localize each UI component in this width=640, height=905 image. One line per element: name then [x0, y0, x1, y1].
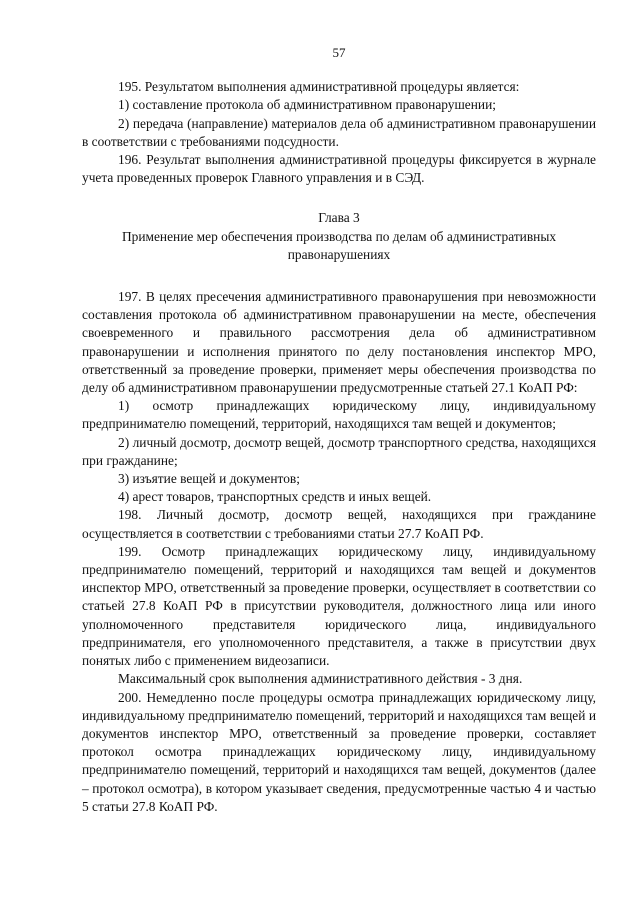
document-page: [82, 44, 596, 816]
paragraph-199: 199. Осмотр принадлежащих юридическому лицу, индивидуальному предпринимателю помещений, территорий и находящихся там вещей и документов инспектор МРО, ответственный за проведение проверки, осуществляет в соответствии со статьей 27.8 КоАП РФ в присутствии руководителя, должностного лица или иного уполномоченного представителя юридического лица, индивидуального предпринимателя, его уполномоченного представителя, а также в присутствии двух понятых либо с применением видеозаписи.: [82, 543, 596, 669]
paragraph-195-item-2: 2) передача (направление) материалов дела об административном правонарушении в соответствии с требованиями подсудности.: [82, 115, 596, 149]
paragraph-195: 195. Результатом выполнения административной процедуры является:: [118, 79, 520, 95]
paragraph-198: 198. Личный досмотр, досмотр вещей, находящихся при гражданине осуществляется в соответствии с требованиями статьи 27.7 КоАП РФ.: [82, 507, 596, 541]
chapter-number: Глава 3: [318, 210, 360, 226]
paragraph-200: 200. Немедленно после процедуры осмотра принадлежащих юридическому лицу, индивидуальному предпринимателю помещений, территорий и находящихся там вещей и документов инспектор МРО, ответственный за проведение проверки, составляет протокол осмотра принадлежащих юридическому лицу, индивидуальному предпринимателю помещений, территорий и находящихся там вещей, документов (далее – протокол осмотра), в котором указывает сведения, предусмотренные частью 4 и частью 5 статьи 27.8 КоАП РФ.: [82, 689, 596, 814]
paragraph-199-max-term: Максимальный срок выполнения административного действия - 3 дня.: [118, 671, 523, 687]
paragraph-197-item-4: 4) арест товаров, транспортных средств и иных вещей.: [118, 489, 432, 505]
paragraph-197-item-2: 2) личный досмотр, досмотр вещей, досмотр транспортного средства, находящихся при гражданине;: [82, 434, 596, 468]
paragraph-197-item-1: 1) осмотр принадлежащих юридическому лицу, индивидуальному предпринимателю помещений, территорий, находящихся там вещей и документов;: [82, 398, 596, 432]
page-number: 57: [332, 45, 346, 60]
chapter-title: Применение мер обеспечения производства по делам об административных правонарушениях: [121, 228, 557, 262]
paragraph-197-item-3: 3) изъятие вещей и документов;: [118, 471, 300, 487]
paragraph-197: 197. В целях пресечения административного правонарушения при невозможности составления протокола об административном правонарушении на месте, обеспечения своевременного и правильного рассмотрения дела об административном правонарушении и исполнения принятого по делу постановления инспектор МРО, ответственный за проведение проверки, применяет меры обеспечения производства по делу об административном правонарушении предусмотренные статьей 27.1 КоАП РФ:: [82, 289, 596, 396]
paragraph-195-item-1: 1) составление протокола об административном правонарушении;: [118, 97, 496, 113]
paragraph-196: 196. Результат выполнения административной процедуры фиксируется в журнале учета проведенных проверок Главного управления и в СЭД.: [82, 152, 596, 186]
